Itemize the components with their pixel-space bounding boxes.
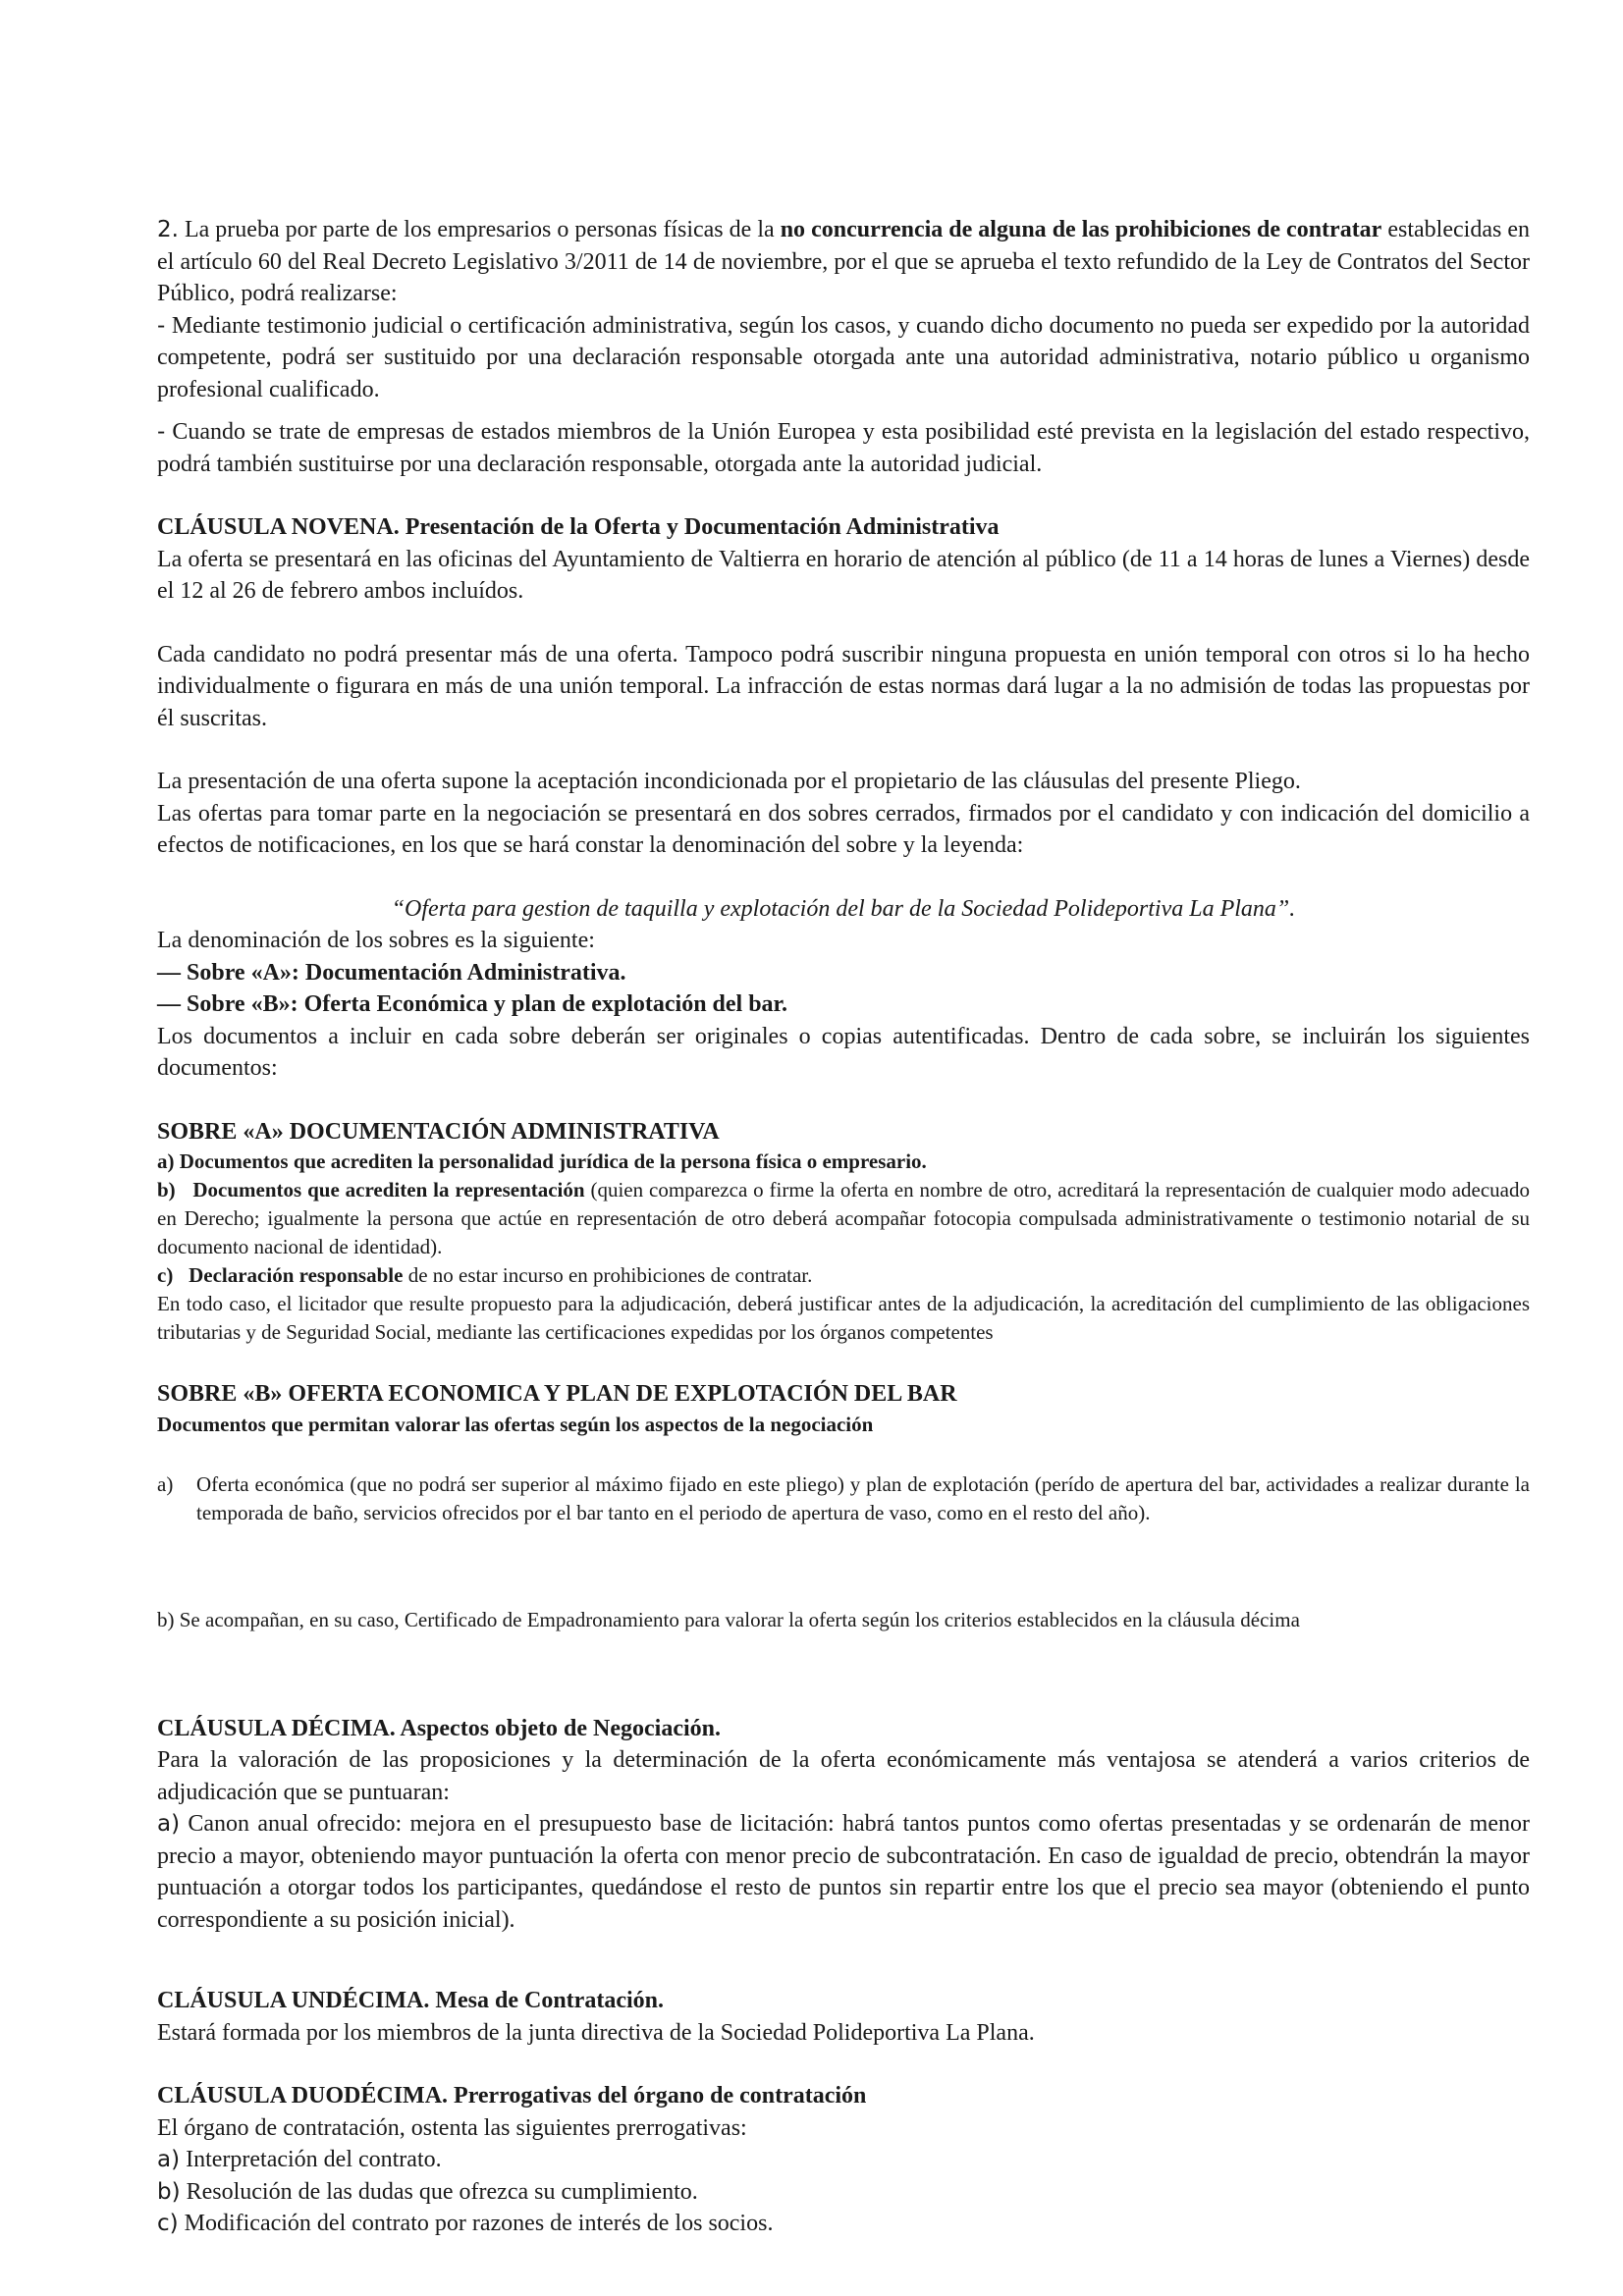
sobre-b-item-a: a) Oferta económica (que no podrá ser superior al máximo fijado en este pliego) y plan de explotación (perído de apertura del bar, actividades a realizar durante la temporada de baño, servicios ofrecidos por el bar tanto en el periodo de apertura de vaso, como en el resto del año).	[157, 1471, 1530, 1524]
clausula-novena-heading: CLÁUSULA NOVENA. Presentación de la Oferta y Documentación Administrativa	[157, 514, 1000, 540]
clausula-undecima-para: Estará formada por los miembros de la junta directiva de la Sociedad Polideportiva La Plana.	[157, 2019, 1035, 2046]
clausula-novena-para1: La oferta se presentará en las oficinas del Ayuntamiento de Valtierra en horario de atención al público (de 11 a 14 horas de lunes a Viernes) desde el 12 al 26 de febrero ambos incluídos.	[157, 546, 1530, 604]
leyenda-quote: “Oferta para gestion de taquilla y explotación del bar de la Sociedad Polideportiva La Plana”.	[391, 895, 1296, 922]
clausula-duodecima-heading: CLÁUSULA DUODÉCIMA. Prerrogativas del órgano de contratación	[157, 2083, 867, 2109]
clausula-novena-para3b: Las ofertas para tomar parte en la negociación se presentará en dos sobres cerrados, firmados por el candidato y con indicación del domicilio a efectos de notificaciones, en los que se hará constar la denominación del sobre y la leyenda:	[157, 800, 1530, 858]
clausula-decima-heading: CLÁUSULA DÉCIMA. Aspectos objeto de Negociación.	[157, 1715, 721, 1741]
document-page	[157, 214, 1530, 2240]
sobre-a-item-a: a) Documentos que acrediten la personalidad jurídica de la persona física o empresario.	[157, 1149, 927, 1173]
clausula-decima-item-a: a) Canon anual ofrecido: mejora en el presupuesto base de licitación: habrá tantos puntos como ofertas presentadas y se ordenarán de menor precio a mayor, obteniendo mayor puntuación la oferta con menor precio de subcontratación. En caso de igualdad de precio, obtendrán la mayor puntuación a otorgar todos los participantes, quedándose el resto de puntos sin repartir entre los que el precio sea mayor (obteniendo el punto correspondiente a su posición inicial).	[157, 1811, 1530, 1933]
paragraph-prohibiciones: 2. La prueba por parte de los empresarios o personas físicas de la no concurrencia de alguna de las prohibiciones de contratar establecidas en el artículo 60 del Real Decreto Legislativo 3/2011 de 14 de noviembre, por el que se aprueba el texto refundido de la Ley de Contratos del Sector Público, podrá realizarse:	[157, 217, 1530, 306]
denominacion-sobres: La denominación de los sobres es la siguiente:	[157, 928, 595, 953]
clausula-undecima-heading: CLÁUSULA UNDÉCIMA. Mesa de Contratación.	[157, 1988, 664, 2013]
clausula-novena-para3a: La presentación de una oferta supone la aceptación incondicionada por el propietario de las cláusulas del presente Pliego.	[157, 769, 1301, 794]
sobre-b-heading: SOBRE «B» OFERTA ECONOMICA Y PLAN DE EXPLOTACIÓN DEL BAR	[157, 1381, 957, 1407]
prerrogativa-item: c) Modificación del contrato por razones de interés de los socios.	[157, 2211, 774, 2236]
prerrogativa-item: a) Interpretación del contrato.	[157, 2147, 442, 2172]
clausula-novena-para2: Cada candidato no podrá presentar más de una oferta. Tampoco podrá suscribir ninguna propuesta en unión temporal con otros si lo ha hecho individualmente o figurara en más de una unión temporal. La infracción de estas normas dará lugar a la no admisión de todas las propuestas por él suscritas.	[157, 641, 1530, 731]
prerrogativa-item: b) Resolución de las dudas que ofrezca su cumplimiento.	[157, 2178, 698, 2205]
sobre-b-subheading: Documentos que permitan valorar las ofertas según los aspectos de la negociación	[157, 1412, 874, 1436]
sobre-a-heading: SOBRE «A» DOCUMENTACIÓN ADMINISTRATIVA	[157, 1118, 720, 1145]
clausula-decima-para: Para la valoración de las proposiciones y la determinación de la oferta económicamente más ventajosa se atenderá a varios criterios de adjudicación que se puntuaran:	[157, 1747, 1530, 1805]
clausula-duodecima-para: El órgano de contratación, ostenta las siguientes prerrogativas:	[157, 2114, 747, 2141]
sobre-b-item-b: b) Se acompañan, en su caso, Certificado de Empadronamiento para valorar la oferta según los criterios establecidos en la cláusula décima	[157, 1607, 1300, 1631]
sobre-b-label: — Sobre «B»: Oferta Económica y plan de explotación del bar.	[157, 991, 787, 1017]
sobre-a-final: En todo caso, el licitador que resulte propuesto para la adjudicación, deberá justificar antes de la adjudicación, la acreditación del cumplimiento de las obligaciones tributarias y de Seguridad Social, mediante las certificaciones expedidas por los órganos competentes	[157, 1292, 1530, 1344]
sobre-a-label: — Sobre «A»: Documentación Administrativa.	[157, 959, 626, 986]
sobre-a-item-c: c) Declaración responsable de no estar incurso en prohibiciones de contratar.	[157, 1263, 813, 1287]
sobre-a-item-b: b) Documentos que acrediten la representación (quien comparezca o firme la oferta en nombre de otro, acreditará la representación de cualquier modo adecuado en Derecho; igualmente la persona que actúe en representación de otro deberá acompañar fotocopia compulsada administrativamente o testimonio notarial de su documento nacional de identidad).	[157, 1178, 1531, 1258]
bullet-empresas-ue: - Cuando se trate de empresas de estados miembros de la Unión Europea y esta posibilidad esté prevista en la legislación del estado respectivo, podrá también sustituirse por una declaración responsable, otorgada ante la autoridad judicial.	[157, 419, 1530, 477]
documentos-incluir: Los documentos a incluir en cada sobre deberán ser originales o copias autentificadas. Dentro de cada sobre, se incluirán los siguientes documentos:	[157, 1023, 1530, 1081]
item-number: 2.	[157, 217, 179, 242]
bullet-testimonio: - Mediante testimonio judicial o certificación administrativa, según los casos, y cuando dicho documento no pueda ser expedido por la autoridad competente, podrá ser sustituido por una declaración responsable otorgada ante una autoridad administrativa, notario público u organismo profesional cualificado.	[157, 312, 1530, 402]
